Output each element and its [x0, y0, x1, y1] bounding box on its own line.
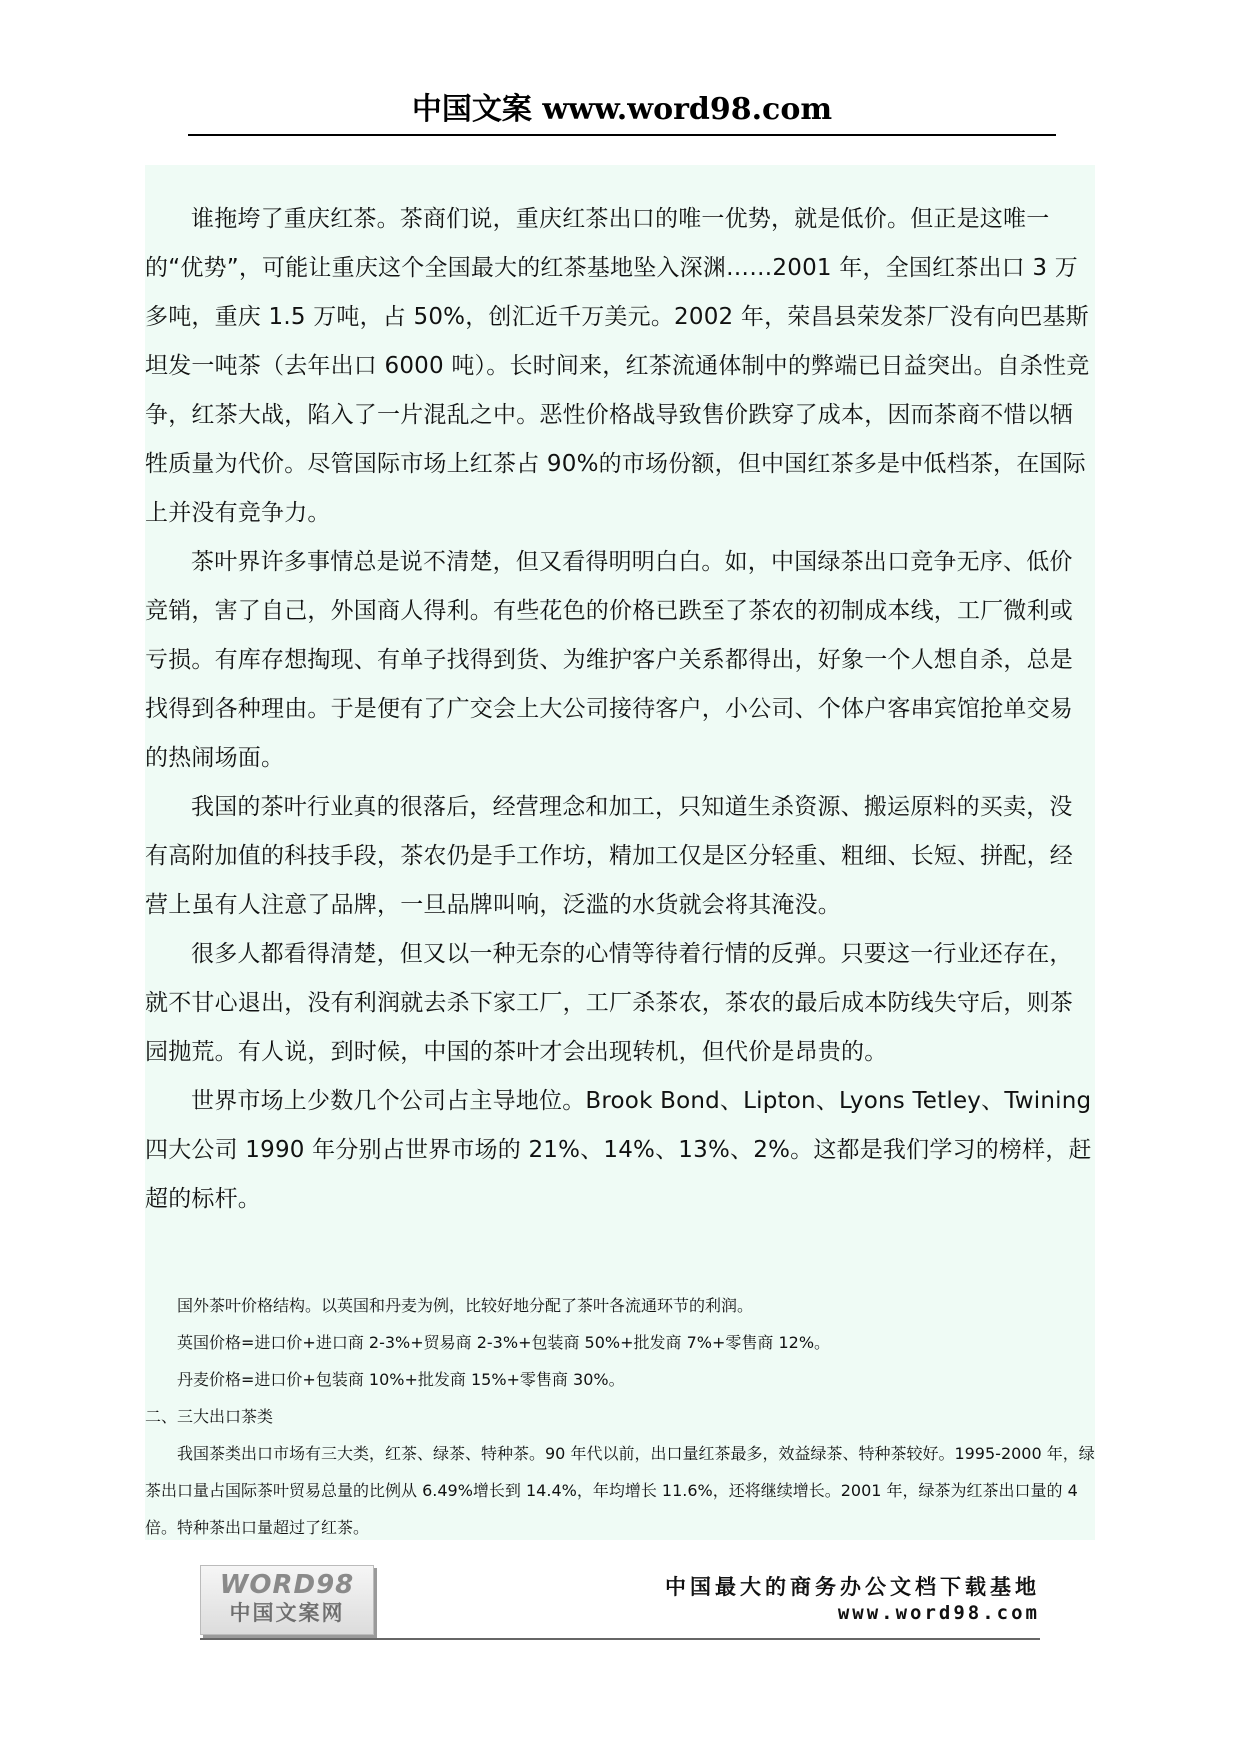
body-paragraph-1: 谁拖垮了重庆红茶。茶商们说，重庆红茶出口的唯一优势，就是低价。但正是这唯一的“优势”，可能让重庆这个全国最大的红茶基地坠入深渊……2001 年，全国红茶出口 3 万多吨，重庆 1.5 万吨，占 50%，创汇近千万美元。2002 年，荣昌县荣发茶厂没有向巴基斯坦发一吨茶（去年出口 6000 吨）。长时间来，红茶流通体制中的弊端已日益突出。自杀性竞争，红茶大战，陷入了一片混乱之中。恶性价格战导致售价跌穿了成本，因而茶商不惜以牺牲质量为代价。尽管国际市场上红茶占 90%的市场份额，但中国红茶多是中低档茶，在国际上并没有竞争力。 — [145, 206, 1090, 526]
small-text-block — [145, 1287, 1095, 1546]
footer-slogan: 中国最大的商务办公文档下载基地 — [665, 1575, 1040, 1599]
body-paragraph-2: 茶叶界许多事情总是说不清楚，但又看得明明白白。如，中国绿茶出口竞争无序、低价竞销，害了自己，外国商人得利。有些花色的价格已跌至了茶农的初制成本线，工厂微利或亏损。有库存想掏现、有单子找得到货、为维护客户关系都得出，好象一个人想自杀，总是找得到各种理由。于是便有了广交会上大公司接待客户，小公司、个体户客串宾馆抢单交易的热闹场面。 — [145, 549, 1073, 771]
logo-subtitle: 中国文案网 — [229, 1601, 345, 1625]
uk-price-formula: 英国价格=进口价+进口商 2-3%+贸易商 2-3%+包装商 50%+批发商 7%+零售商 12%。 — [177, 1333, 831, 1352]
denmark-price-formula: 丹麦价格=进口价+包装商 10%+批发商 15%+零售商 30%。 — [177, 1370, 625, 1389]
page-header-title: 中国文案 www.word98.com — [411, 92, 833, 127]
export-tea-paragraph: 我国茶类出口市场有三大类，红茶、绿茶、特种茶。90 年代以前，出口量红茶最多，效益绿茶、特种茶较好。1995-2000 年，绿茶出口量占国际茶叶贸易总量的比例从 6.49%增长到 14.4%，年均增长 11.6%，还将继续增长。2001 年，绿茶为红茶出口量的 4 倍。特种茶出口量超过了红茶。 — [145, 1444, 1095, 1537]
price-structure-intro: 国外茶叶价格结构。以英国和丹麦为例，比较好地分配了茶叶各流通环节的利润。 — [177, 1296, 754, 1315]
body-paragraph-5: 世界市场上少数几个公司占主导地位。Brook Bond、Lipton、Lyons Tetley、Twining 四大公司 1990 年分别占世界市场的 21%、14%、13%、2%。这都是我们学习的榜样，赶超的标杆。 — [145, 1088, 1092, 1212]
page-footer — [200, 1565, 1040, 1645]
main-text-block — [145, 195, 1095, 1224]
word98-logo — [200, 1565, 374, 1635]
section-heading-export-tea: 二、三大出口茶类 — [145, 1407, 274, 1426]
body-paragraph-3: 我国的茶叶行业真的很落后，经营理念和加工，只知道生杀资源、搬运原料的买卖，没有高附加值的科技手段，茶农仍是手工作坊，精加工仅是区分轻重、粗细、长短、拼配，经营上虽有人注意了品牌，一旦品牌叫响，泛滥的水货就会将其淹没。 — [145, 794, 1073, 918]
logo-wordmark: WORD98 — [219, 1570, 355, 1600]
footer-slogan-block — [520, 1573, 1040, 1625]
footer-url: www.word98.com — [837, 1602, 1040, 1624]
body-paragraph-4: 很多人都看得清楚，但又以一种无奈的心情等待着行情的反弹。只要这一行业还存在，就不甘心退出，没有利润就去杀下家工厂，工厂杀茶农，茶农的最后成本防线失守后，则茶园抛荒。有人说，到时候，中国的茶叶才会出现转机，但代价是昂贵的。 — [145, 941, 1073, 1065]
header-divider — [188, 134, 1056, 136]
footer-divider — [200, 1638, 1040, 1640]
document-body — [145, 165, 1095, 1540]
